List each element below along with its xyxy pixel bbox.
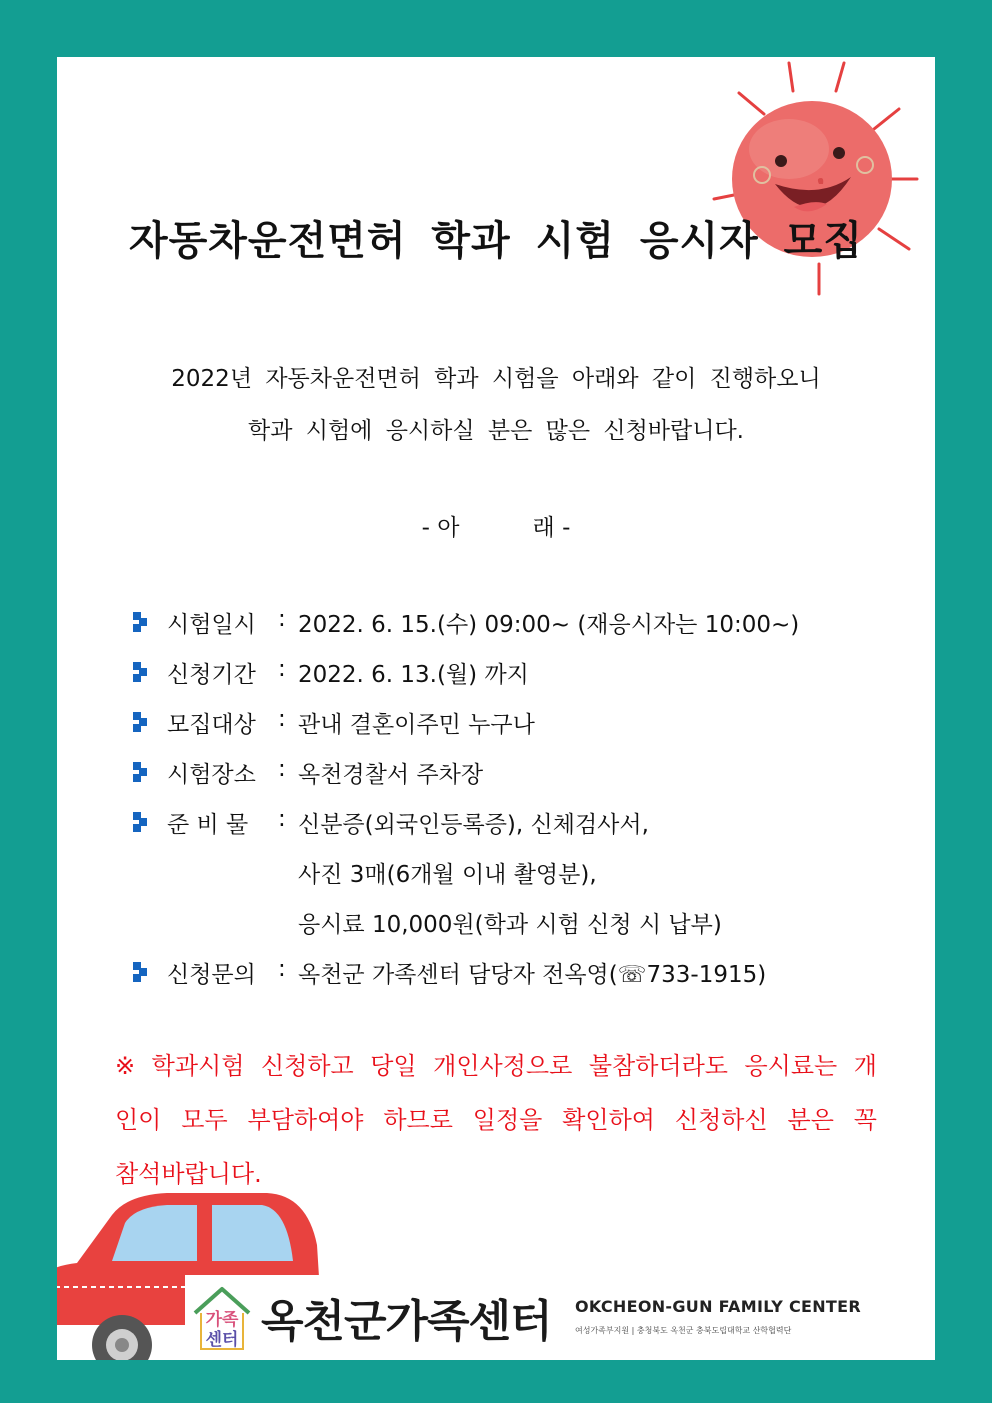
notice-word: 응시료는 bbox=[744, 1052, 838, 1080]
arrow-bullet-icon bbox=[133, 762, 153, 782]
logo-mark-bottom: 센터 bbox=[205, 1330, 239, 1350]
notice-word: 일정을 bbox=[472, 1106, 543, 1134]
notice-word: 확인하여 bbox=[562, 1106, 655, 1134]
notice-word: 학과시험 bbox=[151, 1052, 245, 1080]
detail-label: 시험일시 bbox=[167, 612, 256, 638]
poster-sheet bbox=[57, 57, 935, 1360]
notice-word: 신청하고 bbox=[260, 1052, 354, 1080]
detail-value: 응시료 10,000원(학과 시험 신청 시 납부) bbox=[298, 912, 722, 938]
detail-value: 2022. 6. 13.(월) 까지 bbox=[298, 662, 529, 688]
arrow-bullet-icon bbox=[133, 962, 153, 982]
notice-word: 모두 bbox=[181, 1106, 228, 1134]
intro-line: 2022년 자동차운전면허 학과 시험을 아래와 같이 진행하오니 bbox=[171, 366, 821, 392]
page-title: 자동차운전면허 학과 시험 응시자 모집 bbox=[129, 218, 863, 264]
family-center-logo bbox=[185, 1275, 935, 1360]
intro-line: 학과 시험에 응시하실 분은 많은 신청바랍니다. bbox=[247, 418, 744, 444]
notice-word: 인이 bbox=[115, 1106, 162, 1134]
detail-label: 모집대상 bbox=[167, 712, 256, 738]
notice-word: 분은 bbox=[787, 1106, 834, 1134]
detail-value: 사진 3매(6개월 이내 촬영분), bbox=[298, 862, 597, 888]
logo-mark-top: 가족 bbox=[205, 1310, 239, 1330]
section-divider: - 아 래 - bbox=[421, 515, 571, 541]
detail-colon: : bbox=[278, 656, 286, 682]
notice-word: 참석바랍니다. bbox=[115, 1160, 262, 1188]
detail-label: 신청문의 bbox=[167, 962, 256, 988]
notice-word: 부담하여야 bbox=[247, 1106, 364, 1134]
arrow-bullet-icon bbox=[133, 812, 153, 832]
arrow-bullet-icon bbox=[133, 662, 153, 682]
detail-colon: : bbox=[278, 756, 286, 782]
notice-line bbox=[115, 1039, 877, 1093]
detail-label: 시험장소 bbox=[167, 762, 256, 788]
detail-value: 옥천군 가족센터 담당자 전옥영(☏733-1915) bbox=[298, 962, 767, 988]
arrow-bullet-icon bbox=[133, 612, 153, 632]
detail-label: 신청기간 bbox=[167, 662, 256, 688]
notice-word: 신청하신 bbox=[674, 1106, 768, 1134]
detail-colon: : bbox=[278, 956, 286, 982]
detail-label: 준 비 물 bbox=[167, 812, 249, 838]
notice-word: ※ bbox=[115, 1052, 136, 1080]
intro-text bbox=[57, 353, 935, 457]
detail-colon: : bbox=[278, 706, 286, 732]
detail-value: 옥천경찰서 주차장 bbox=[298, 762, 484, 788]
logo-subtitle: 여성가족부지원 | 충청북도 옥천군 충북도립대학교 산학협력단 bbox=[575, 1326, 792, 1335]
detail-value: 관내 결혼이주민 누구나 bbox=[298, 712, 535, 738]
detail-colon: : bbox=[278, 806, 286, 832]
arrow-bullet-icon bbox=[133, 712, 153, 732]
notice-word: 불참하더라도 bbox=[588, 1052, 728, 1080]
notice-word: 꼭 bbox=[853, 1106, 877, 1134]
notice-word: 당일 bbox=[370, 1052, 417, 1080]
logo-english-name: OKCHEON-GUN FAMILY CENTER bbox=[575, 1297, 861, 1316]
notice-word: 하므로 bbox=[383, 1106, 453, 1134]
detail-value: 신분증(외국인등록증), 신체검사서, bbox=[298, 812, 649, 838]
logo-name: 옥천군가족센터 bbox=[261, 1296, 552, 1347]
detail-colon: : bbox=[278, 606, 286, 632]
notice-line bbox=[115, 1093, 877, 1147]
house-logo-icon bbox=[191, 1283, 253, 1353]
detail-value: 2022. 6. 15.(수) 09:00~ (재응시자는 10:00~) bbox=[298, 612, 800, 638]
notice-word: 개인사정으로 bbox=[433, 1052, 573, 1080]
notice-word: 개 bbox=[853, 1052, 877, 1080]
